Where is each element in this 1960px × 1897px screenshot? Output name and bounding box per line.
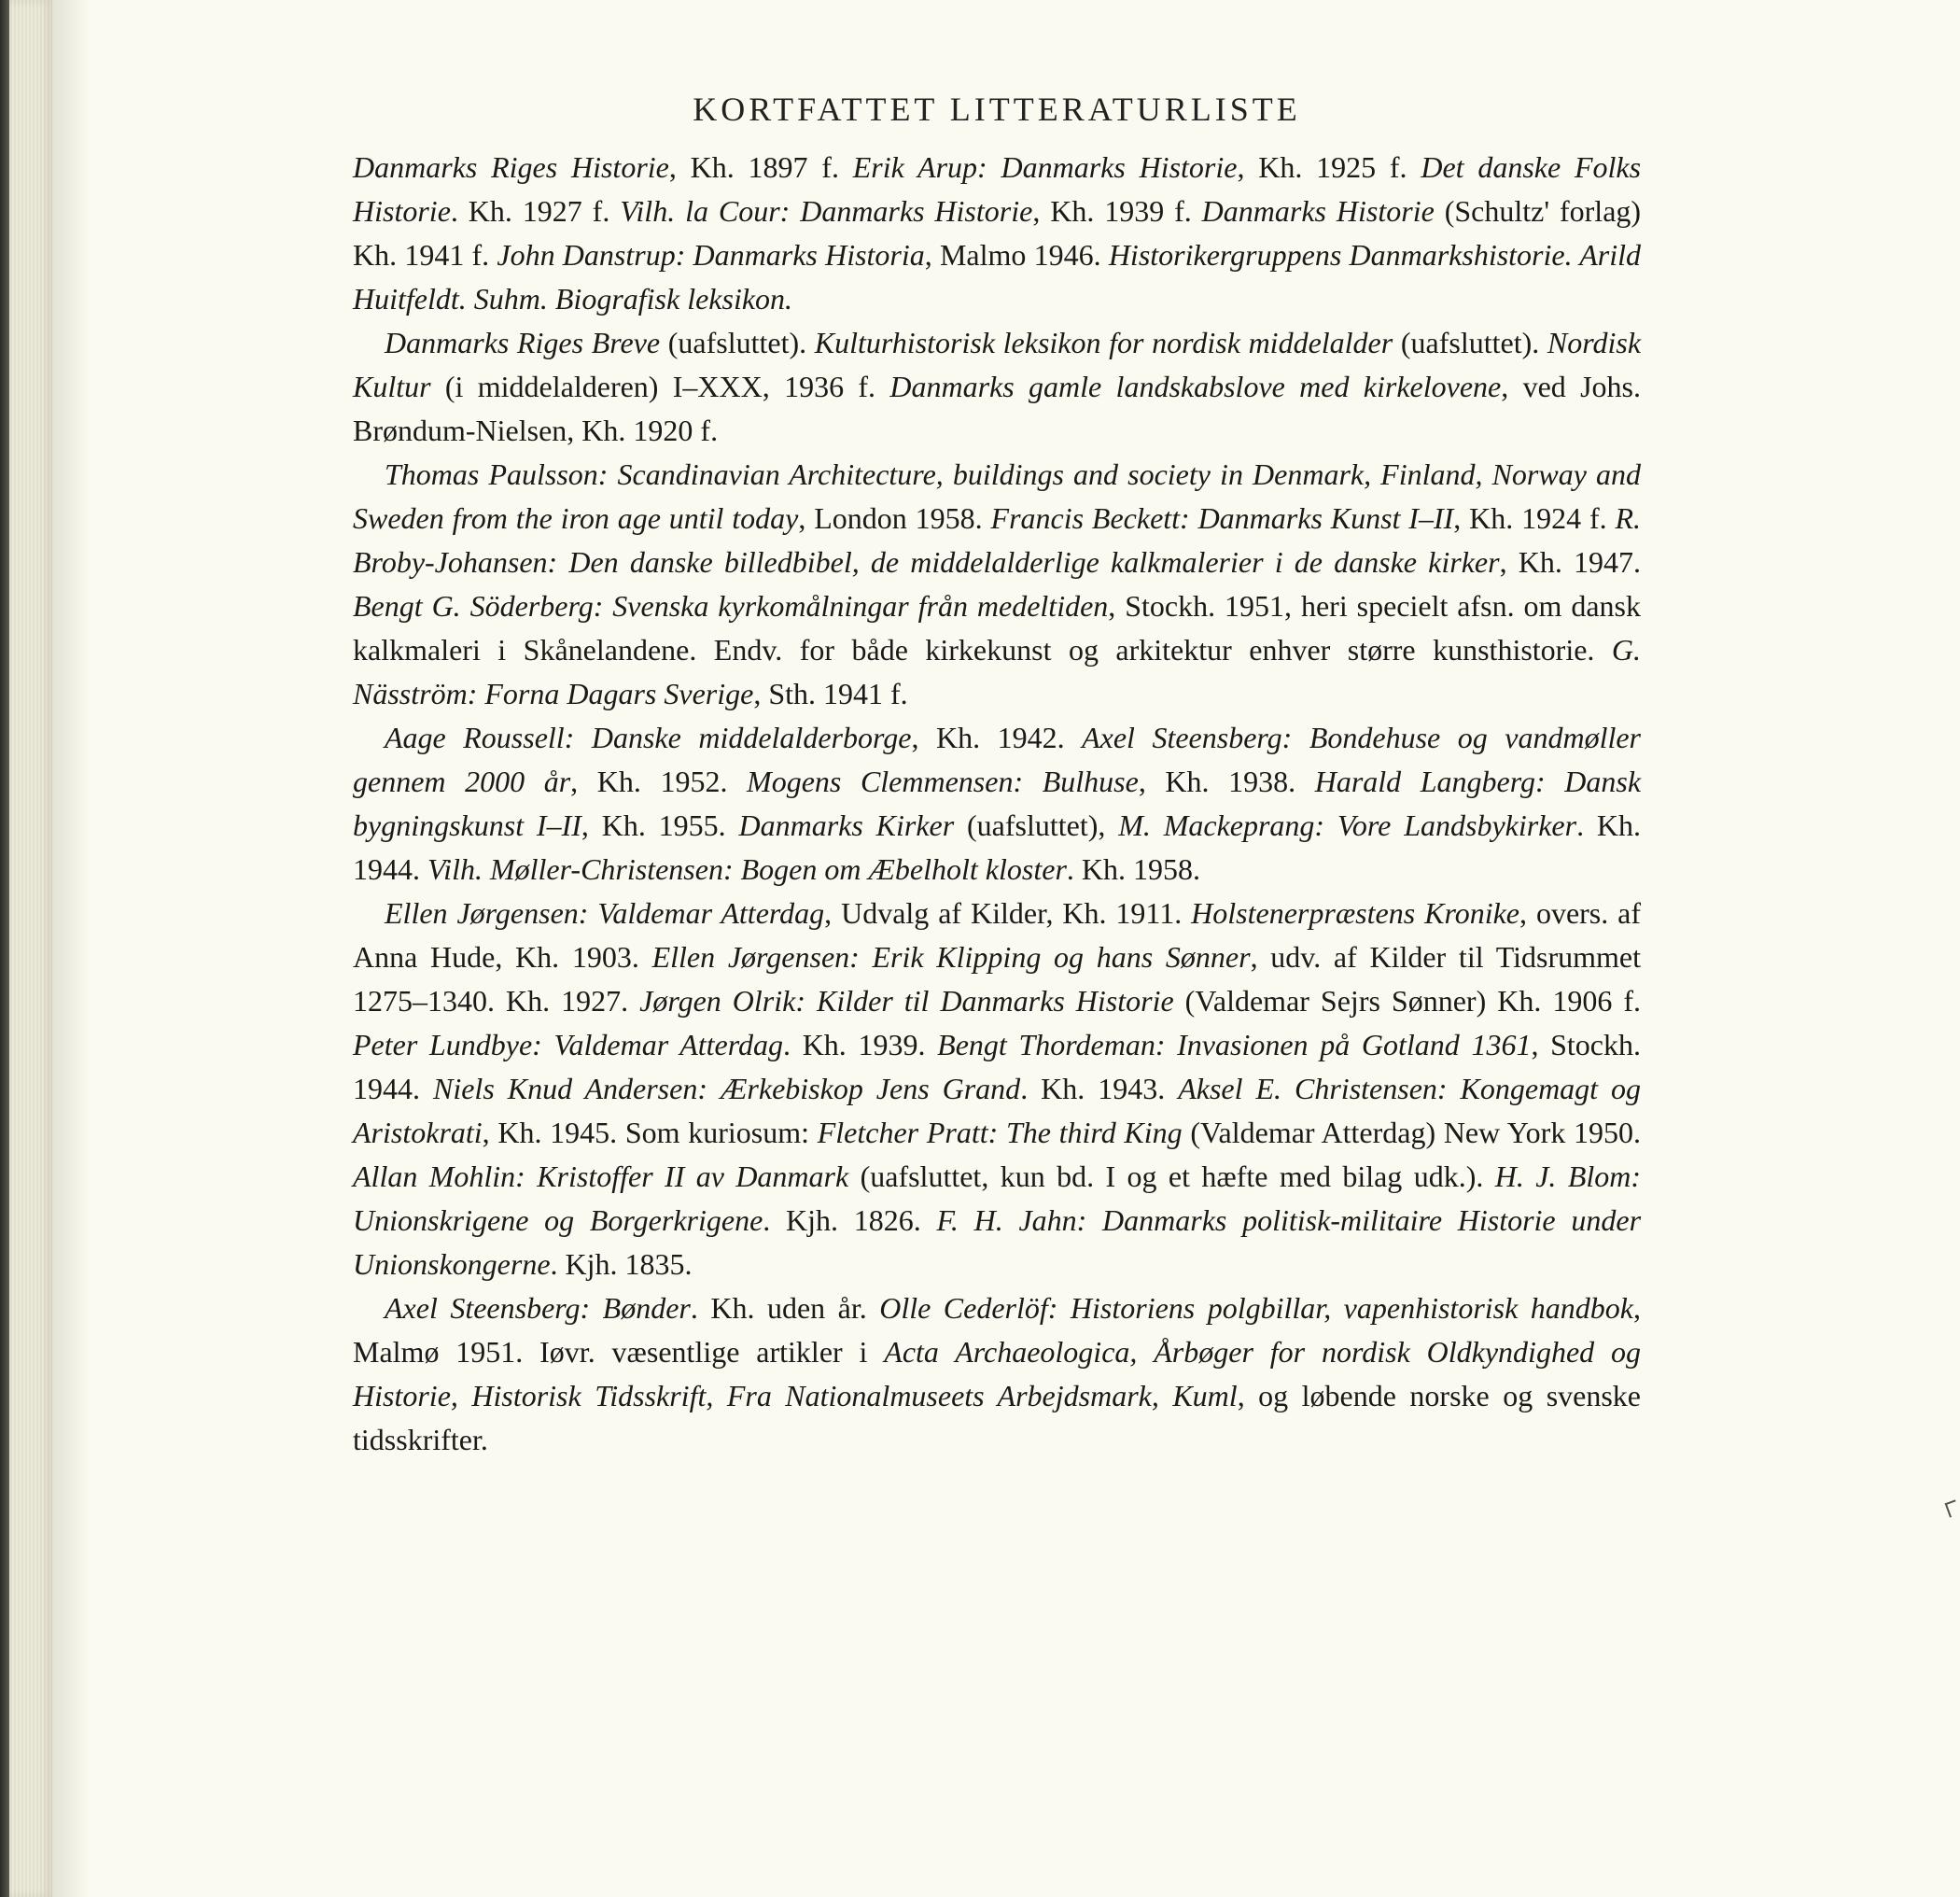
citation-italic-run: Fletcher Pratt: The third King — [817, 1116, 1183, 1149]
citation-italic-run: Kulturhistorisk leksikon for nordisk middelalder — [814, 326, 1393, 359]
citation-text-run: . Kh. 1958. — [1066, 852, 1200, 886]
citation-text-run: (Valdemar Atterdag) New York 1950. — [1182, 1116, 1642, 1149]
citation-text-run: , Sth. 1941 f. — [753, 677, 908, 710]
citation-italic-run: Aage Roussell: Danske middelalderborge — [385, 721, 912, 754]
citation-text-run: , Stockh. 1944. — [353, 1028, 1642, 1105]
citation-text-run: , Kh. 1947. — [1499, 545, 1642, 579]
citation-text-run: . Kjh. 1835. — [550, 1247, 693, 1281]
citation-italic-run: Aksel E. Christensen: Kongemagt og Aristokrati — [353, 1072, 1642, 1149]
citation-italic-run: Danmarks Riges Breve — [385, 326, 661, 359]
bibliography-paragraph — [353, 892, 1641, 1286]
citation-italic-run: Nordisk Kultur — [353, 326, 1642, 403]
citation-text-run: , Kh. 1939 f. — [1032, 194, 1202, 228]
citation-text-run: , Stockh. 1951, heri specielt afsn. om dansk kalkmaleri i Skånelandene. Endv. for både kirkekunst og arkitektur enhver større kunsthistorie. — [353, 589, 1642, 667]
citation-italic-run: Axel Steensberg: Bønder — [385, 1291, 691, 1325]
citation-italic-run: M. Mackeprang: Vore Landsbykirker — [1118, 808, 1577, 842]
citation-text-run: . Kh. 1944. — [353, 808, 1642, 886]
page-stack-edges — [9, 0, 52, 1897]
citation-text-run: , Malmø 1951. Iøvr. væsentlige artikler i — [353, 1291, 1642, 1369]
citation-text-run: . Kjh. 1826. — [763, 1203, 937, 1237]
citation-text-run: , Kh. 1897 f. — [668, 150, 853, 184]
citation-italic-run: Danmarks gamle landskabslove med kirkelovene — [889, 370, 1502, 403]
citation-italic-run: Historikergruppens Danmarkshistorie. Arild Huitfeldt. Suhm. Biografisk leksikon. — [353, 238, 1641, 316]
citation-text-run: (uafsluttet). — [660, 326, 815, 359]
citation-italic-run: F. H. Jahn: Danmarks politisk-militaire Historie under Unionskongerne — [353, 1203, 1642, 1281]
citation-text-run: , London 1958. — [798, 501, 991, 535]
citation-italic-run: Harald Langberg: Dansk bygningskunst I–II — [353, 765, 1642, 842]
page-title: KORTFATTET LITTERATURLISTE — [693, 91, 1301, 128]
citation-text-run: , Kh. 1924 f. — [1453, 501, 1616, 535]
citation-text-run: , udv. af Kilder til Tidsrummet 1275–1340. Kh. 1927. — [353, 940, 1642, 1018]
citation-text-run: (uafsluttet), — [954, 808, 1119, 842]
citation-italic-run: Niels Knud Andersen: Ærkebiskop Jens Grand — [432, 1072, 1021, 1105]
citation-text-run: . Kh. 1927 f. — [450, 194, 621, 228]
page-content — [353, 90, 1641, 1462]
edge-mark — [1945, 1499, 1960, 1517]
citation-italic-run: Bengt Thordeman: Invasionen på Gotland 1361 — [937, 1028, 1532, 1061]
citation-text-run: . Kh. 1943. — [1020, 1072, 1179, 1105]
citation-text-run: , Kh. 1945. Som kuriosum: — [482, 1116, 818, 1149]
citation-italic-run: G. Näsström: Forna Dagars Sverige — [353, 633, 1641, 710]
citation-text-run: (uafsluttet, kun bd. I og et hæfte med bilag udk.). — [848, 1159, 1495, 1193]
citation-italic-run: Mogens Clemmensen: Bulhuse — [747, 765, 1139, 798]
citation-text-run: , og løbende norske og svenske tidsskrifter. — [353, 1379, 1642, 1456]
gutter-shadow — [52, 0, 90, 1897]
citation-italic-run: Axel Steensberg: Bondehuse og vandmøller gennem 2000 år — [353, 721, 1642, 798]
citation-italic-run: Allan Mohlin: Kristoffer II av Danmark — [353, 1159, 849, 1193]
citation-italic-run: Thomas Paulsson: Scandinavian Architecture, buildings and society in Denmark, Finland, Norway and Sweden from the iron age until today — [353, 457, 1641, 535]
citation-text-run: , Kh. 1938. — [1138, 765, 1315, 798]
citation-italic-run: Jørgen Olrik: Kilder til Danmarks Historie — [639, 984, 1174, 1018]
citation-italic-run: John Danstrup: Danmarks Historia — [497, 238, 925, 272]
citation-italic-run: Danmarks Kirker — [738, 808, 955, 842]
citation-text-run: (uafsluttet). — [1393, 326, 1547, 359]
bibliography-paragraph — [353, 716, 1641, 892]
citation-text-run: (Schultz' forlag) Kh. 1941 f. — [353, 194, 1642, 272]
bibliography-body — [353, 146, 1641, 1462]
book-spine-edge — [0, 0, 9, 1897]
citation-text-run: (Valdemar Sejrs Sønner) Kh. 1906 f. — [1173, 984, 1641, 1018]
bibliography-paragraph — [353, 146, 1641, 321]
citation-italic-run: H. J. Blom: Unionskrigene og Borgerkrigene — [353, 1159, 1642, 1237]
citation-italic-run: Bengt G. Söderberg: Svenska kyrkomålningar från medeltiden — [353, 589, 1109, 623]
bibliography-paragraph — [353, 321, 1641, 453]
citation-italic-run: Holstenerpræstens Kronike — [1191, 896, 1520, 930]
citation-text-run: , Udvalg af Kilder, Kh. 1911. — [824, 896, 1192, 930]
citation-text-run: , Kh. 1952. — [570, 765, 748, 798]
citation-text-run: , ved Johs. Brøndum-Nielsen, Kh. 1920 f. — [353, 370, 1641, 447]
citation-italic-run: Danmarks Historie — [1201, 194, 1435, 228]
citation-italic-run: Danmarks Riges Historie — [353, 150, 669, 184]
citation-italic-run: Ellen Jørgensen: Erik Klipping og hans Sønner — [651, 940, 1251, 974]
bibliography-paragraph — [353, 1286, 1641, 1462]
citation-italic-run: Vilh. Møller-Christensen: Bogen om Æbelholt kloster — [427, 852, 1067, 886]
bibliography-paragraph — [353, 453, 1641, 716]
citation-text-run: , overs. af Anna Hude, Kh. 1903. — [353, 896, 1642, 974]
citation-italic-run: Francis Beckett: Danmarks Kunst I–II — [990, 501, 1454, 535]
citation-text-run: . Kh. uden år. — [690, 1291, 880, 1325]
citation-italic-run: Det danske Folks Historie — [353, 150, 1642, 228]
citation-text-run: . Kh. 1939. — [783, 1028, 938, 1061]
citation-text-run: , Kh. 1955. — [581, 808, 739, 842]
citation-text-run: (i middelalderen) I–XXX, 1936 f. — [430, 370, 890, 403]
citation-italic-run: Erik Arup: Danmarks Historie — [852, 150, 1238, 184]
citation-italic-run: Peter Lundbye: Valdemar Atterdag — [353, 1028, 784, 1061]
citation-italic-run: Acta Archaeologica, Årbøger for nordisk Oldkyndighed og Historie, Historisk Tidsskrift, Fra Nationalmuseets Arbejdsmark, Kuml — [353, 1335, 1641, 1412]
citation-text-run: , Kh. 1942. — [911, 721, 1083, 754]
citation-italic-run: Vilh. la Cour: Danmarks Historie — [620, 194, 1033, 228]
citation-italic-run: R. Broby-Johansen: Den danske billedbibel, de middelalderlige kalkmalerier i de danske kirker — [353, 501, 1642, 579]
citation-text-run: , Malmo 1946. — [924, 238, 1109, 272]
citation-italic-run: Ellen Jørgensen: Valdemar Atterdag — [385, 896, 825, 930]
citation-text-run: , Kh. 1925 f. — [1237, 150, 1421, 184]
citation-italic-run: Olle Cederlöf: Historiens polgbillar, vapenhistorisk handbok — [879, 1291, 1634, 1325]
